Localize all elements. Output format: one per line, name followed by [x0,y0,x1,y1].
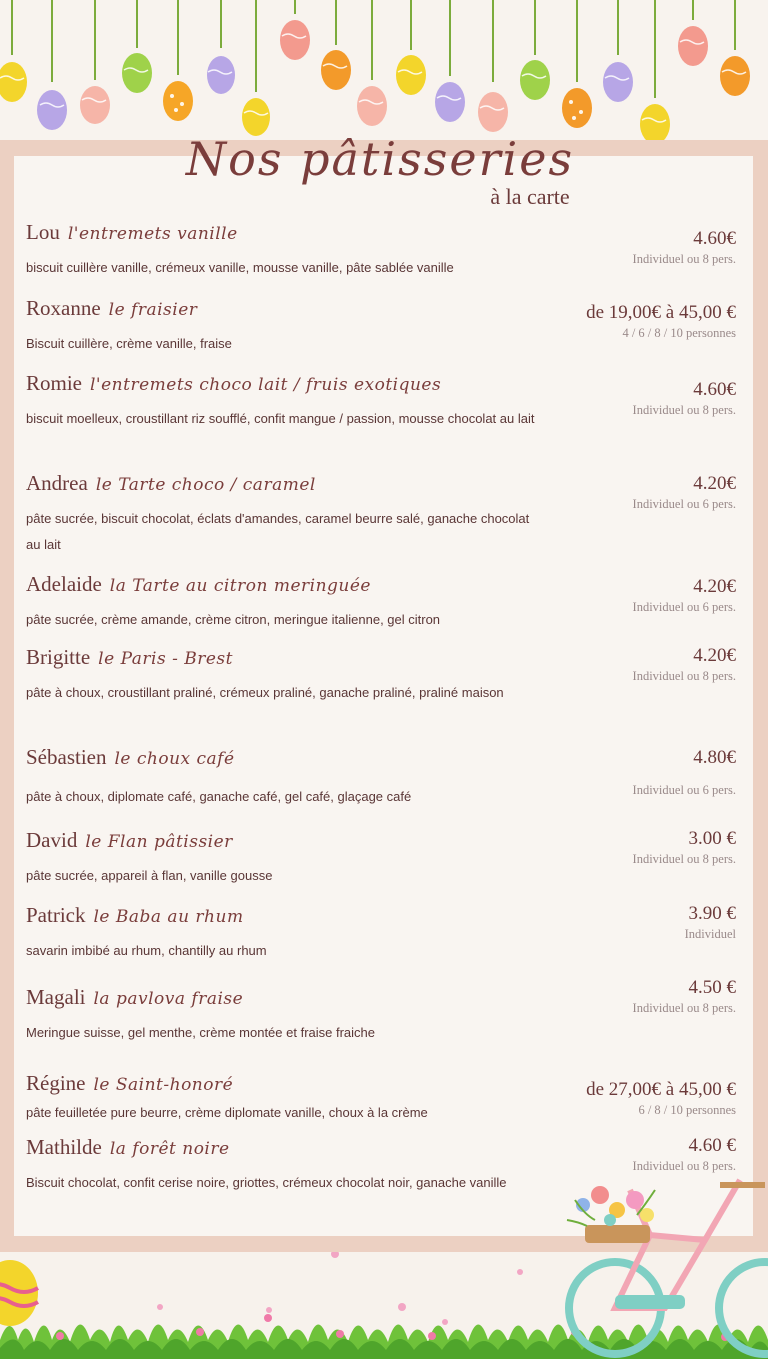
menu-item [26,471,736,558]
item-price: 4.50 € [688,977,736,998]
item-description: pâte sucrée, biscuit chocolat, éclats d'amandes, caramel beurre salé, ganache chocolat au lait [26,511,530,552]
item-description: Biscuit chocolat, confit cerise noire, griottes, crémeux chocolat noir, ganache vanille [26,1175,507,1190]
item-name: Régine [26,1071,86,1095]
easter-eggs-banner [0,0,768,140]
item-description: pâte feuilletée pure beurre, crème diplomate vanille, choux à la crème [26,1105,428,1120]
menu-item [26,977,736,1046]
item-price-block [633,228,736,267]
item-price: 4.20€ [693,473,736,494]
item-title: le Baba au rhum [93,907,244,927]
bicycle-with-flowers-illustration [555,1160,768,1359]
item-title: la forêt noire [109,1139,230,1159]
item-name: Andrea [26,471,88,495]
item-portion: Individuel ou 6 pers. [632,783,736,797]
item-price: 3.90 € [688,903,736,924]
item-title: le choux café [114,749,235,769]
item-name: Sébastien [26,745,107,769]
item-name: Brigitte [26,645,91,669]
item-name: Mathilde [26,1135,102,1159]
item-price: 4.20€ [693,645,736,666]
menu-item [26,828,736,889]
menu-subtitle: à la carte [490,184,570,209]
item-price: 4.60€ [693,379,736,400]
item-name: Magali [26,985,86,1009]
item-price-block [633,473,736,512]
item-price: 4.20€ [693,576,736,597]
menu-item [26,220,736,281]
item-name: Roxanne [26,296,101,320]
item-portion: Individuel ou 6 pers. [632,497,736,511]
item-title: le Flan pâtissier [85,832,233,852]
item-name: Patrick [26,903,86,927]
menu-title: Nos pâtisseries [185,132,575,186]
item-price-block [633,645,736,684]
item-description: biscuit cuillère vanille, crémeux vanille, mousse vanille, pâte sablée vanille [26,260,454,275]
item-name: Adelaide [26,572,102,596]
item-portion: Individuel ou 8 pers. [632,403,736,417]
item-description: pâte sucrée, crème amande, crème citron, meringue italienne, gel citron [26,612,441,627]
item-price-block [586,1079,736,1118]
item-name: Lou [26,220,60,244]
item-price-block [633,828,736,867]
item-title: la pavlova fraise [93,989,244,1009]
item-price: 4.80€ [693,747,736,768]
item-description: savarin imbibé au rhum, chantilly au rhum [26,943,267,958]
menu-item [26,645,736,706]
item-price: de 27,00€ à 45,00 € [586,1079,736,1100]
item-portion: Individuel ou 8 pers. [632,252,736,266]
item-price: 3.00 € [688,828,736,849]
item-description: pâte à choux, diplomate café, ganache café, gel café, glaçage café [26,789,412,804]
hanging-eggs-illustration [0,0,768,140]
item-portion: Individuel [684,927,736,941]
menu-item [26,1071,736,1126]
item-portion: Individuel ou 8 pers. [632,1001,736,1015]
item-price: 4.60€ [693,228,736,249]
item-title: le Saint-honoré [93,1075,234,1095]
item-description: Meringue suisse, gel menthe, crème montée et fraise fraiche [26,1025,376,1040]
item-name: Romie [26,371,82,395]
item-portion: 4 / 6 / 8 / 10 personnes [622,326,736,340]
item-description: pâte à choux, croustillant praliné, crémeux praliné, ganache praliné, praliné maison [26,685,504,700]
menu-item [26,745,736,810]
item-description: biscuit moelleux, croustillant riz soufflé, confit mangue / passion, mousse chocolat au lait [26,411,535,426]
item-price-block [586,302,736,341]
item-price: de 19,00€ à 45,00 € [586,302,736,323]
item-price-block [633,747,736,798]
menu-item [26,371,736,432]
menu-item [26,903,736,964]
item-title: la Tarte au citron meringuée [109,576,371,596]
menu-item [26,296,736,357]
item-portion: 6 / 8 / 10 personnes [638,1103,736,1117]
item-price-block [633,576,736,615]
item-portion: Individuel ou 8 pers. [632,1159,736,1173]
item-price: 4.60 € [688,1135,736,1156]
item-title: le Paris - Brest [98,649,233,669]
item-portion: Individuel ou 6 pers. [632,600,736,614]
item-price-block [685,903,736,942]
item-description: Biscuit cuillère, crème vanille, fraise [26,336,232,351]
item-price-block [633,379,736,418]
menu-item [26,572,736,633]
item-title: l'entremets vanille [67,224,238,244]
item-title: le fraisier [108,300,198,320]
item-name: David [26,828,78,852]
item-price-block [633,977,736,1016]
corner-egg-illustration [0,1258,40,1328]
item-description: pâte sucrée, appareil à flan, vanille gousse [26,868,273,883]
item-portion: Individuel ou 8 pers. [632,669,736,683]
item-portion: Individuel ou 8 pers. [632,852,736,866]
item-title: l'entremets choco lait / fruis exotiques [90,375,442,395]
item-title: le Tarte choco / caramel [95,475,316,495]
